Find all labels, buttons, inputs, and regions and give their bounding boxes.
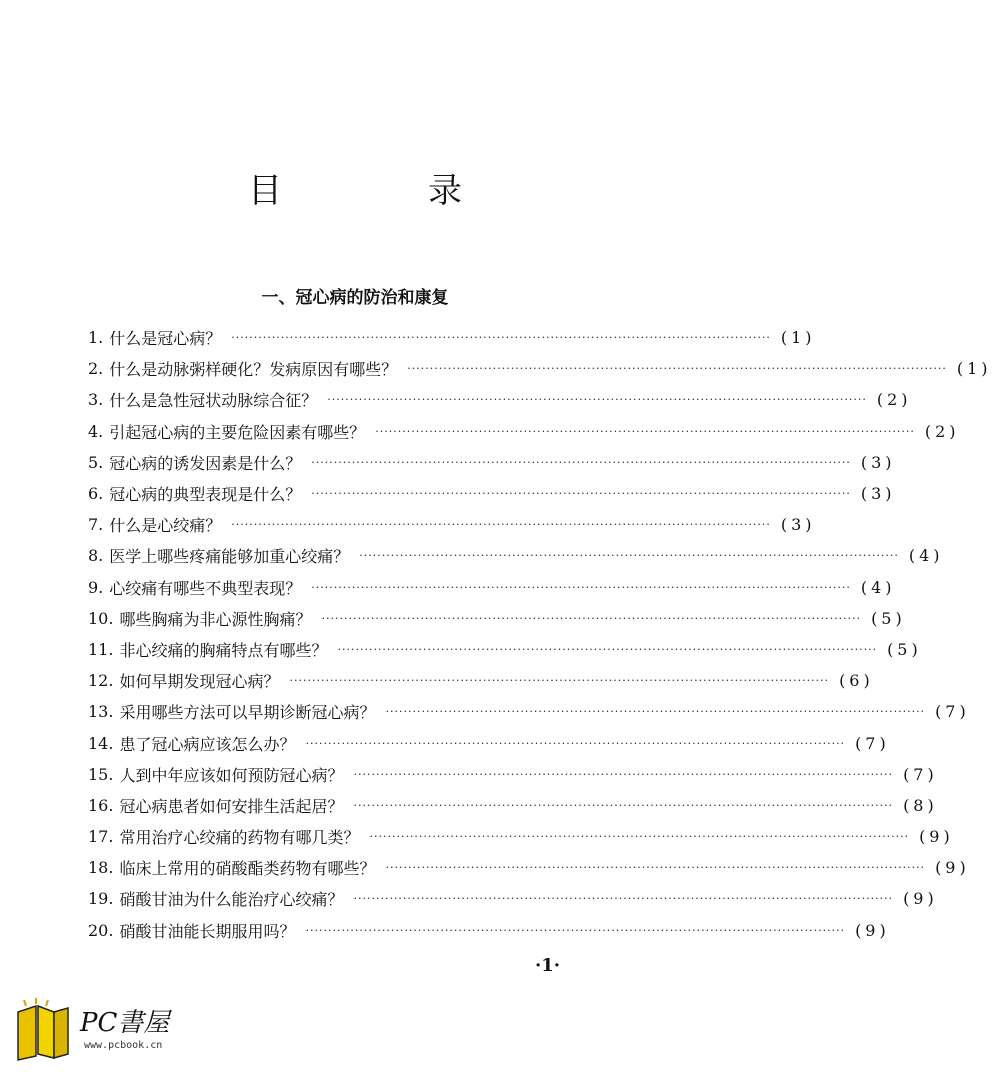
table-of-contents <box>88 322 992 946</box>
toc-entry-title: 非心绞痛的胸痛特点有哪些？ <box>119 640 328 660</box>
toc-entry-page: (9) <box>935 858 970 878</box>
toc-leader-dots: ························································································································ <box>385 705 926 719</box>
toc-entry-page: (4) <box>860 577 896 597</box>
toc-entry-number: 19. <box>88 889 114 909</box>
toc-entry-page: (3) <box>860 484 896 504</box>
book-icon <box>14 998 74 1062</box>
toc-entry-number: 6. <box>88 484 104 504</box>
toc-entry-number: 1. <box>88 328 104 348</box>
toc-entry-title: 什么是动脉粥样硬化？发病原因有哪些？ <box>109 360 398 380</box>
toc-entry-number: 7. <box>88 515 104 535</box>
toc-entry[interactable] <box>88 883 938 914</box>
toc-leader-dots: ························································································································ <box>359 549 899 563</box>
toc-entry-number: 4. <box>88 421 104 441</box>
toc-entry[interactable] <box>88 852 970 883</box>
toc-entry-page: (2) <box>924 421 960 441</box>
toc-leader-dots: ························································································································ <box>289 674 830 688</box>
toc-entry-number: 5. <box>88 452 104 472</box>
toc-entry-page: (9) <box>903 889 938 909</box>
toc-entry-number: 12. <box>88 671 114 691</box>
toc-entry-number: 16. <box>88 795 114 815</box>
toc-entry-page: (3) <box>780 515 816 535</box>
toc-entry-number: 20. <box>88 920 114 940</box>
toc-leader-dots: ························································································································ <box>407 362 947 376</box>
toc-entry[interactable] <box>88 416 960 447</box>
watermark-brand: PC書屋 <box>80 1008 170 1038</box>
toc-entry-number: 9. <box>88 577 104 597</box>
toc-entry-number: 2. <box>88 359 104 379</box>
toc-entry-number: 11. <box>88 639 114 659</box>
toc-entry[interactable] <box>88 478 896 509</box>
toc-entry[interactable] <box>88 540 944 571</box>
toc-entry[interactable] <box>88 447 896 478</box>
toc-entry-page: (7) <box>855 733 890 753</box>
toc-leader-dots: ························································································································ <box>321 611 862 625</box>
toc-leader-dots: ························································································································ <box>337 642 878 656</box>
toc-entry-title: 什么是急性冠状动脉综合征？ <box>109 391 318 411</box>
toc-entry-title: 患了冠心病应该怎么办？ <box>119 734 296 754</box>
toc-entry[interactable] <box>88 727 890 758</box>
toc-entry-title: 冠心病的诱发因素是什么？ <box>109 453 302 473</box>
toc-entry-page: (9) <box>919 827 954 847</box>
toc-entry[interactable] <box>88 821 954 852</box>
toc-entry-number: 10. <box>88 608 114 628</box>
toc-leader-dots: ························································································································ <box>311 455 851 469</box>
toc-entry[interactable] <box>88 353 992 384</box>
toc-entry[interactable] <box>88 759 938 790</box>
toc-entry-title: 冠心病的典型表现是什么？ <box>109 485 302 505</box>
toc-entry-title: 冠心病患者如何安排生活起居？ <box>119 796 344 816</box>
toc-entry-number: 3. <box>88 390 104 410</box>
toc-entry-page: (7) <box>935 702 970 722</box>
toc-entry-title: 医学上哪些疼痛能够加重心绞痛？ <box>109 547 350 567</box>
toc-entry-title: 什么是冠心病？ <box>109 329 222 349</box>
watermark-url: www.pcbook.cn <box>84 1040 163 1051</box>
toc-leader-dots: ························································································································ <box>305 736 846 750</box>
toc-entry-number: 17. <box>88 827 114 847</box>
toc-leader-dots: ························································································································ <box>231 518 771 532</box>
toc-leader-dots: ························································································································ <box>311 580 851 594</box>
toc-entry-title: 硝酸甘油为什么能治疗心绞痛？ <box>119 890 344 910</box>
toc-entry-title: 心绞痛有哪些不典型表现？ <box>109 578 302 598</box>
toc-entry-page: (5) <box>871 608 906 628</box>
toc-entry-page: (5) <box>887 639 922 659</box>
toc-entry-title: 临床上常用的硝酸酯类药物有哪些？ <box>119 859 376 879</box>
toc-entry-title: 如何早期发现冠心病？ <box>119 672 280 692</box>
toc-entry-number: 15. <box>88 764 114 784</box>
toc-leader-dots: ························································································································ <box>231 331 771 345</box>
toc-leader-dots: ························································································································ <box>369 830 910 844</box>
toc-entry-number: 18. <box>88 858 114 878</box>
toc-entry-number: 8. <box>88 546 104 566</box>
toc-entry[interactable] <box>88 603 906 634</box>
toc-entry-title: 引起冠心病的主要危险因素有哪些？ <box>109 422 366 442</box>
toc-entry[interactable] <box>88 915 890 946</box>
toc-leader-dots: ························································································································ <box>353 798 894 812</box>
page-number: ·1· <box>535 955 561 976</box>
toc-entry-page: (1) <box>780 328 816 348</box>
watermark-logo <box>14 998 214 1068</box>
section-heading: 一、冠心病的防治和康复 <box>261 288 449 308</box>
toc-leader-dots: ························································································································ <box>311 487 851 501</box>
toc-entry-title: 硝酸甘油能长期服用吗？ <box>119 921 296 941</box>
toc-leader-dots: ························································································································ <box>353 767 894 781</box>
toc-entry-page: (1) <box>956 359 992 379</box>
toc-entry[interactable] <box>88 665 874 696</box>
toc-entry-page: (8) <box>903 795 938 815</box>
toc-entry-title: 人到中年应该如何预防冠心病？ <box>119 765 344 785</box>
toc-entry-page: (4) <box>908 546 944 566</box>
toc-entry[interactable] <box>88 572 896 603</box>
toc-entry-title: 采用哪些方法可以早期诊断冠心病？ <box>119 703 376 723</box>
toc-entry-page: (7) <box>903 764 938 784</box>
toc-leader-dots: ························································································································ <box>327 393 867 407</box>
toc-leader-dots: ························································································································ <box>375 424 915 438</box>
toc-entry-page: (3) <box>860 452 896 472</box>
toc-entry[interactable] <box>88 322 816 353</box>
toc-entry[interactable] <box>88 509 816 540</box>
toc-leader-dots: ························································································································ <box>385 861 926 875</box>
toc-entry-number: 13. <box>88 702 114 722</box>
toc-entry-title: 哪些胸痛为非心源性胸痛？ <box>119 609 312 629</box>
toc-entry-title: 常用治疗心绞痛的药物有哪几类？ <box>119 828 360 848</box>
toc-entry-title: 什么是心绞痛？ <box>109 516 222 536</box>
toc-entry[interactable] <box>88 790 938 821</box>
toc-entry-number: 14. <box>88 733 114 753</box>
toc-entry-page: (9) <box>855 920 890 940</box>
toc-entry-page: (6) <box>839 671 874 691</box>
toc-entry[interactable] <box>88 696 970 727</box>
toc-leader-dots: ························································································································ <box>353 892 894 906</box>
toc-entry[interactable] <box>88 634 922 665</box>
toc-entry-page: (2) <box>876 390 912 410</box>
page-title: 目 录 <box>248 171 518 211</box>
toc-entry[interactable] <box>88 384 912 415</box>
toc-leader-dots: ························································································································ <box>305 923 846 937</box>
